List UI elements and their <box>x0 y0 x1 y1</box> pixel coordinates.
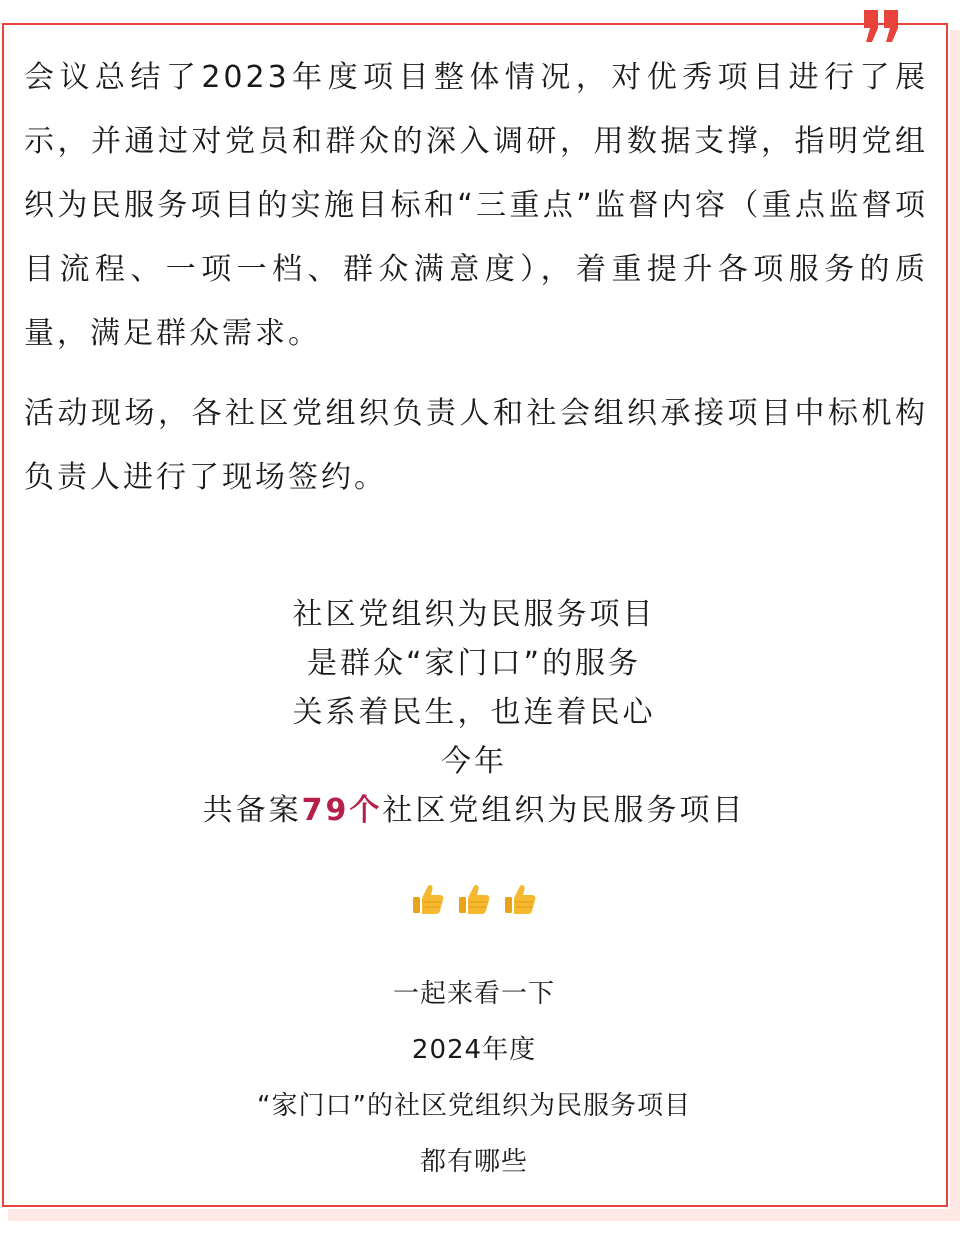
poem-count-prefix: 共备案 <box>202 793 302 828</box>
frame-shadow-right <box>950 30 960 1221</box>
poem-count-suffix: 社区党组织为民服务项目 <box>382 793 746 828</box>
poem-line: 关系着民生，也连着民心 <box>292 695 656 730</box>
poem-line: 社区党组织为民服务项目 <box>292 597 656 632</box>
thumbs-up-icon <box>456 881 492 917</box>
poem-block <box>0 590 948 835</box>
poem-line: 是群众“家门口”的服务 <box>306 646 642 681</box>
closing-line: 一起来看一下 <box>392 979 555 1009</box>
frame-shadow-bottom <box>8 1209 952 1221</box>
red-double-quote-icon <box>862 8 902 44</box>
poem-line: 今年 <box>441 744 507 779</box>
poem-line-count <box>0 786 948 835</box>
thumbs-up-icon <box>502 881 538 917</box>
paragraph-signing: 活动现场，各社区党组织负责人和社会组织承接项目中标机构负责人进行了现场签约。 <box>24 396 928 495</box>
thumbs-up-icon <box>410 881 446 917</box>
closing-block <box>0 966 948 1190</box>
closing-line: 都有哪些 <box>419 1147 528 1177</box>
closing-line: 2024年度 <box>411 1035 537 1065</box>
thumbs-up-row <box>0 878 948 918</box>
paragraph-meeting-summary: 会议总结了2023年度项目整体情况，对优秀项目进行了展示，并通过对党员和群众的深入调研，用数据支撑，指明党组织为民服务项目的实施目标和“三重点”监督内容（重点监督项目流程、一项一档、群众满意度），着重提升各项服务的质量，满足群众需求。 <box>24 60 928 351</box>
project-count-highlight: 79个 <box>301 793 383 828</box>
closing-line: “家门口”的社区党组织为民服务项目 <box>257 1091 691 1121</box>
